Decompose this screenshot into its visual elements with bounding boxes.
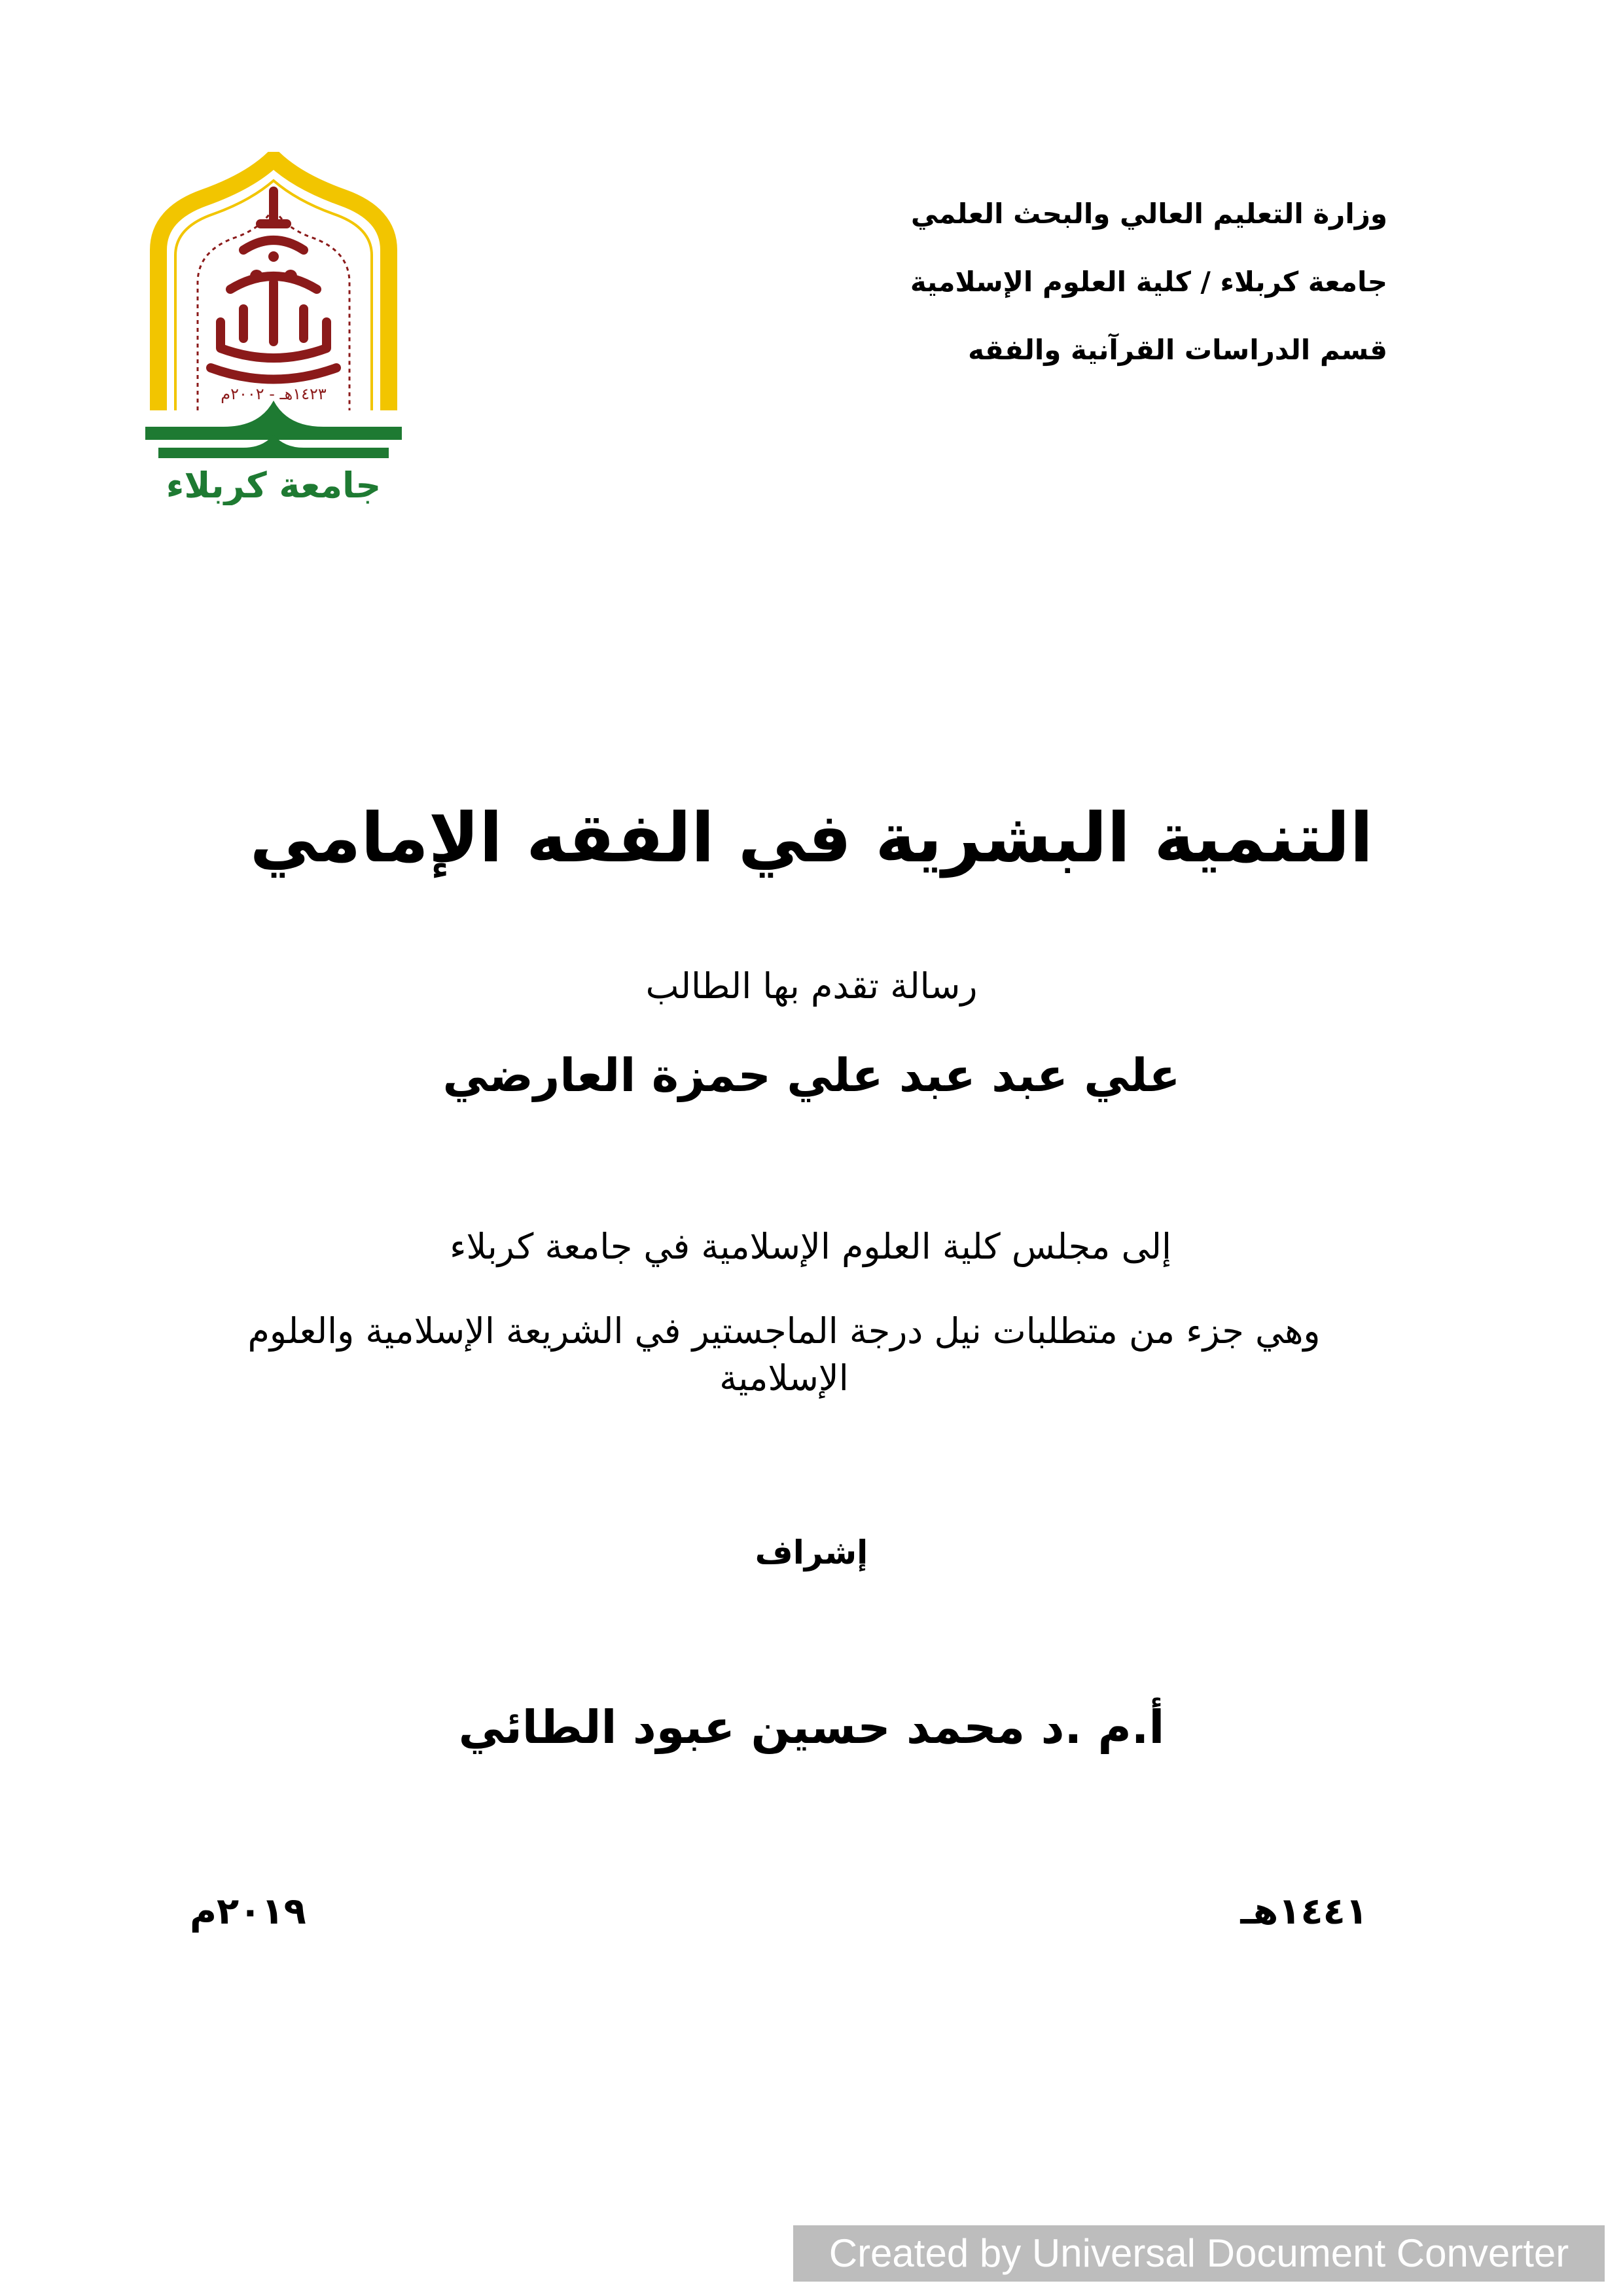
- ministry-line: وزارة التعليم العالي والبحث العلمي: [910, 198, 1387, 230]
- gregorian-date: ٢٠١٩م: [190, 1890, 306, 1933]
- supervision-label: إشراف: [755, 1534, 868, 1571]
- student-name: علي عبد عبد علي حمزة العارضي: [442, 1049, 1181, 1102]
- logo-date-text: ١٤٢٣هـ - ٢٠٠٢م: [221, 385, 327, 403]
- logo-university-name: جامعة كربلاء: [166, 465, 382, 505]
- thesis-subtitle: رسالة تقدم بها الطالب: [645, 965, 978, 1007]
- university-logo: [145, 152, 402, 505]
- council-statement: إلى مجلس كلية العلوم الإسلامية في جامعة كربلاء: [450, 1226, 1171, 1267]
- hijri-date: ١٤٤١هـ: [1240, 1890, 1368, 1933]
- header-block: [537, 196, 1387, 401]
- supervisor-name: أ.م .د محمد حسين عبود الطائي: [458, 1700, 1165, 1754]
- degree-statement: وهي جزء من متطلبات نيل درجة الماجستير في الشريعة الإسلامية والعلوم الإسلامية: [247, 1310, 1321, 1399]
- university-college-line: جامعة كربلاء / كلية العلوم الإسلامية: [910, 266, 1387, 298]
- converter-watermark: Created by Universal Document Converter: [793, 2225, 1605, 2282]
- department-line: قسم الدراسات القرآنية والفقه: [968, 334, 1387, 366]
- thesis-title: التنمية البشرية في الفقه الإمامي: [249, 798, 1374, 878]
